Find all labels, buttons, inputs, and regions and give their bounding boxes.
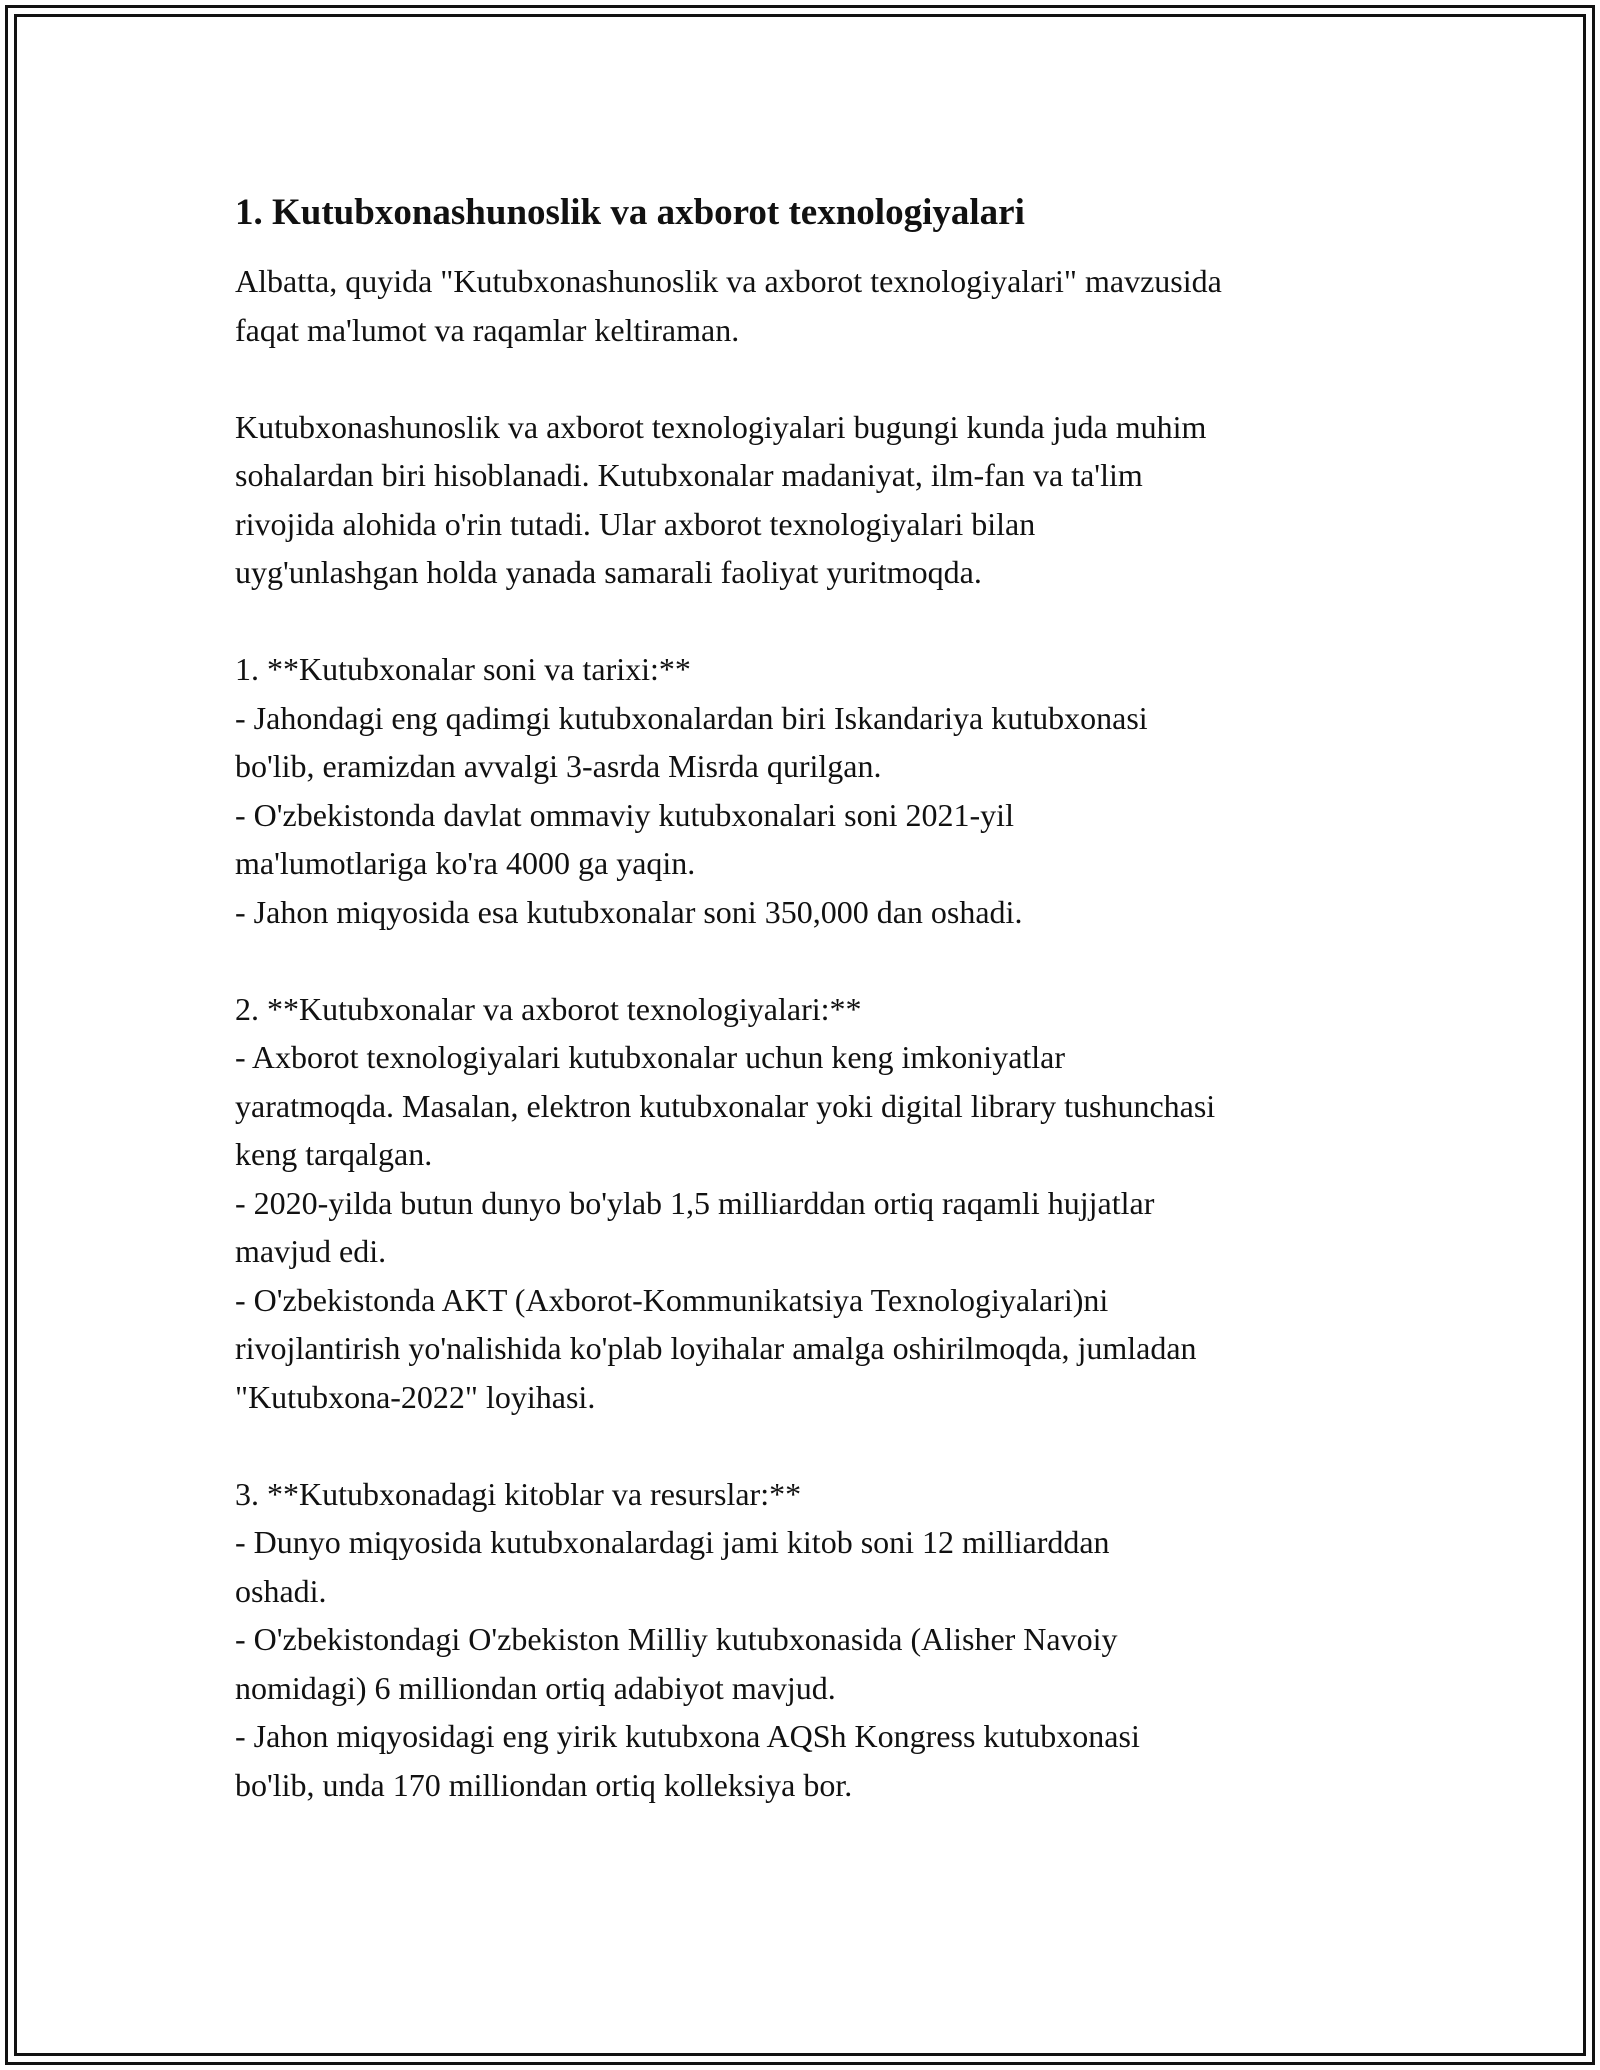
document-body [235,185,1385,1809]
section-3-heading: 3. **Kutubxonadagi kitoblar va resurslar:** [235,1475,802,1512]
section-1-bullet-2: - O'zbekistonda davlat ommaviy kutubxonalari soni 2021-yil ma'lumotlariga ko'ra 4000 ga yaqin. [235,796,1014,881]
main-paragraph: Kutubxonashunoslik va axborot texnologiyalari bugungi kunda juda muhim sohalardan biri hisoblanadi. Kutubxonalar madaniyat, ilm-fan va ta'lim rivojida alohida o'rin tutadi. Ular axborot texnologiyalari bilan uyg'unlashgan holda yanada samarali faoliyat yuritmoqda. [235,408,1207,590]
section-1-bullet-1: - Jahondagi eng qadimgi kutubxonalardan biri Iskandariya kutubxonasi bo'lib, eramizdan avvalgi 3-asrda Misrda qurilgan. [235,699,1148,784]
section-3-bullet-3: - Jahon miqyosidagi eng yirik kutubxona AQSh Kongress kutubxonasi bo'lib, unda 170 milliondan ortiq kolleksiya bor. [235,1718,1140,1803]
section-3-bullet-1: - Dunyo miqyosida kutubxonalardagi jami kitob soni 12 milliarddan oshadi. [235,1524,1110,1609]
section-1-bullet-3: - Jahon miqyosida esa kutubxonalar soni 350,000 dan oshadi. [235,893,1023,930]
intro-paragraph: Albatta, quyida "Kutubxonashunoslik va axborot texnologiyalari" mavzusida faqat ma'lumot va raqamlar keltiraman. [235,263,1222,348]
section-1-heading: 1. **Kutubxonalar soni va tarixi:** [235,651,691,687]
section-2-heading: 2. **Kutubxonalar va axborot texnologiyalari:** [235,990,862,1027]
section-2-bullet-2: - 2020-yilda butun dunyo bo'ylab 1,5 milliarddan ortiq raqamli hujjatlar mavjud edi. [235,1184,1155,1269]
section-2-bullet-1: - Axborot texnologiyalari kutubxonalar uchun keng imkoniyatlar yaratmoqda. Masalan, elektron kutubxonalar yoki digital library tushunchasi keng tarqalgan. [235,1039,1216,1172]
document-text [235,257,1385,1809]
document-title: 1. Kutubxonashunoslik va axborot texnologiyalari [235,192,1025,233]
section-3-bullet-2: - O'zbekistondagi O'zbekiston Milliy kutubxonasida (Alisher Navoiy nomidagi) 6 milliondan ortiq adabiyot mavjud. [235,1621,1118,1706]
section-2-bullet-3: - O'zbekistonda AKT (Axborot-Kommunikatsiya Texnologiyalari)ni rivojlantirish yo'nalishida ko'plab loyihalar amalga oshirilmoqda, jumladan "Kutubxona-2022" loyihasi. [235,1281,1197,1415]
